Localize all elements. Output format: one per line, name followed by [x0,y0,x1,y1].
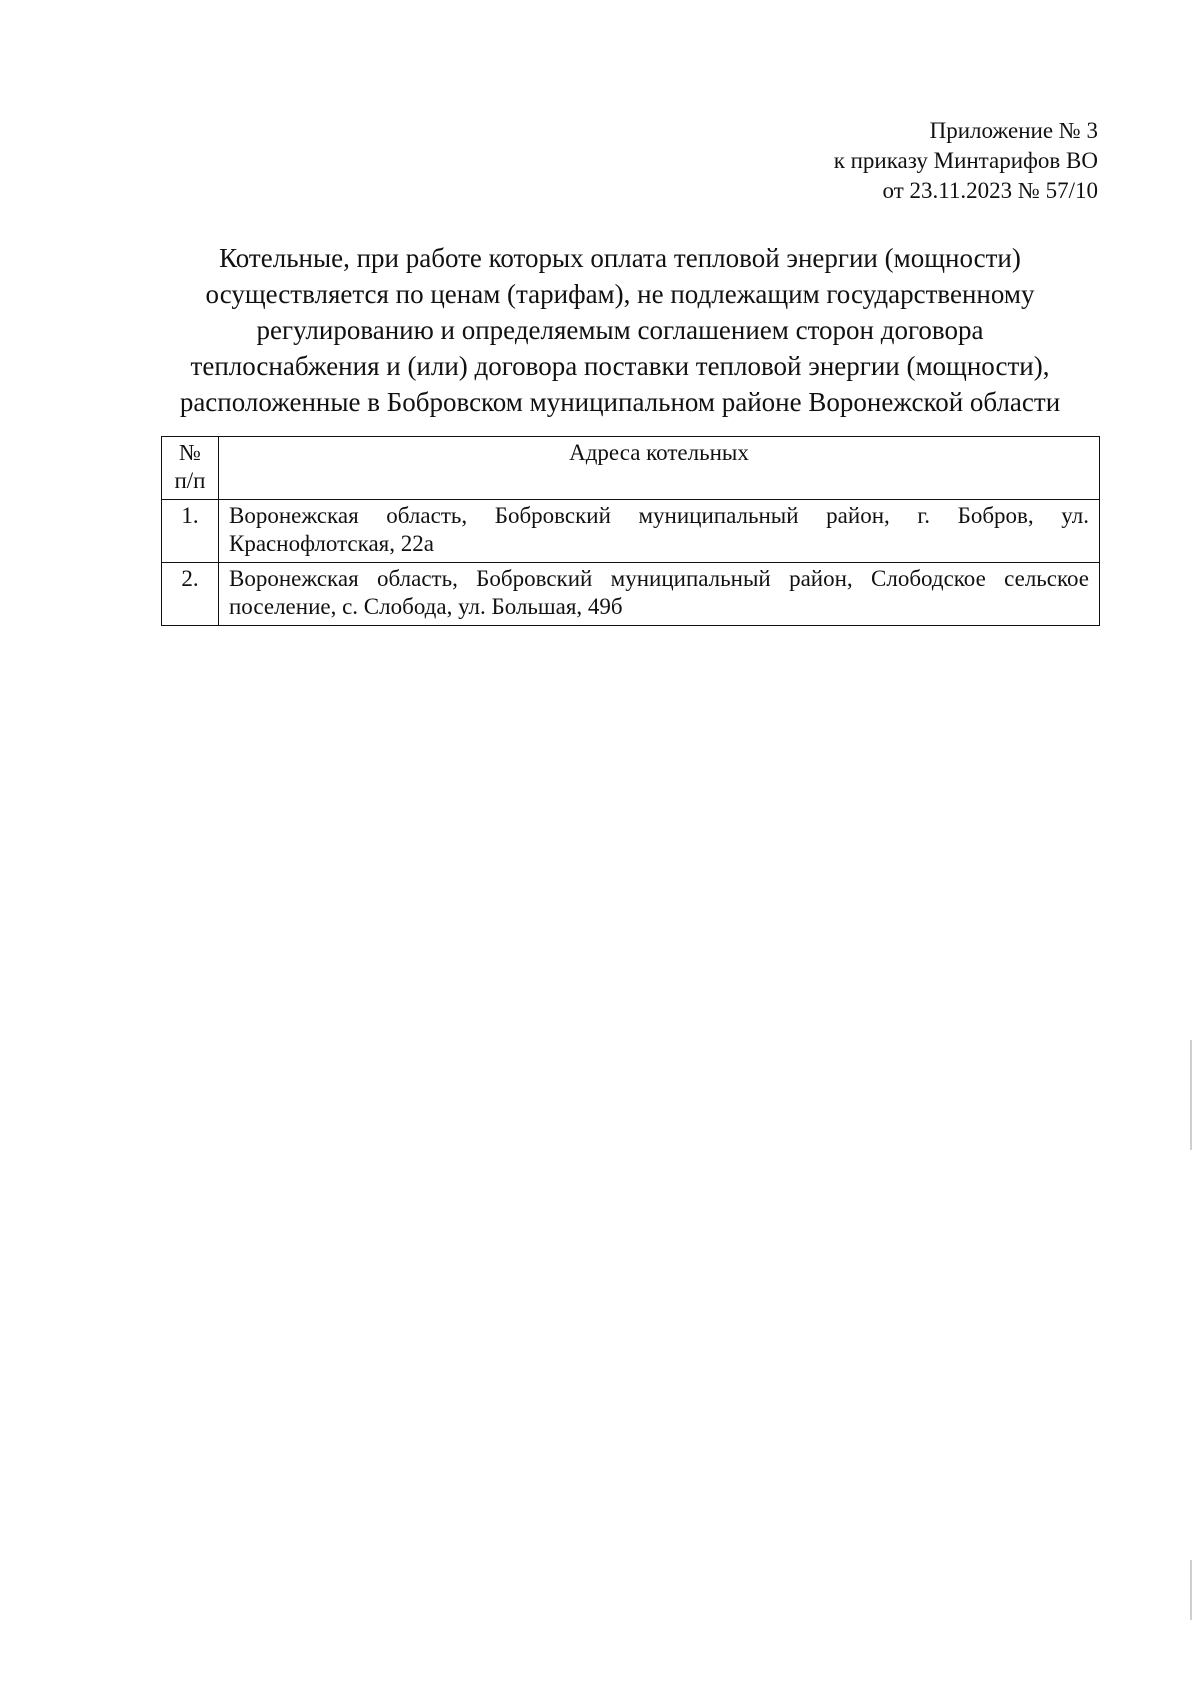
column-header-number-sign: № [179,440,201,465]
title-line: расположенные в Бобровском муниципальном районе Воронежской области [179,387,1061,417]
appendix-number: Приложение № 3 [929,118,1098,143]
row-address: Воронежская область, Бобровский муниципальный район, Слободское сельское поселение, с. Слобода, ул. Большая, 49б [219,563,1100,626]
document-title [140,240,1100,420]
table-row [162,500,1100,563]
title-line: регулированию и определяемым соглашением сторон договора [256,315,984,345]
column-header-number-abbr: п/п [174,468,206,493]
appendix-order-ref: к приказу Минтарифов ВО [833,148,1098,173]
title-line: теплоснабжения и (или) договора поставки тепловой энергии (мощности), [190,351,1050,381]
row-address: Воронежская область, Бобровский муниципальный район, г. Бобров, ул. Краснофлотская, 22а [219,500,1100,563]
scan-edge-mark [1190,1040,1192,1150]
table-row [162,563,1100,626]
boiler-addresses-table [161,436,1100,626]
row-number: 1. [162,500,219,563]
column-header-number [162,437,219,500]
title-line: Котельные, при работе которых оплата тепловой энергии (мощности) [219,243,1021,273]
row-number: 2. [162,563,219,626]
appendix-order-date: от 23.11.2023 № 57/10 [882,178,1098,203]
title-line: осуществляется по ценам (тарифам), не подлежащим государственному [205,279,1035,309]
appendix-header [834,116,1098,206]
table-header-row [162,437,1100,500]
column-header-address: Адреса котельных [219,437,1100,500]
scan-edge-mark [1190,1560,1192,1620]
